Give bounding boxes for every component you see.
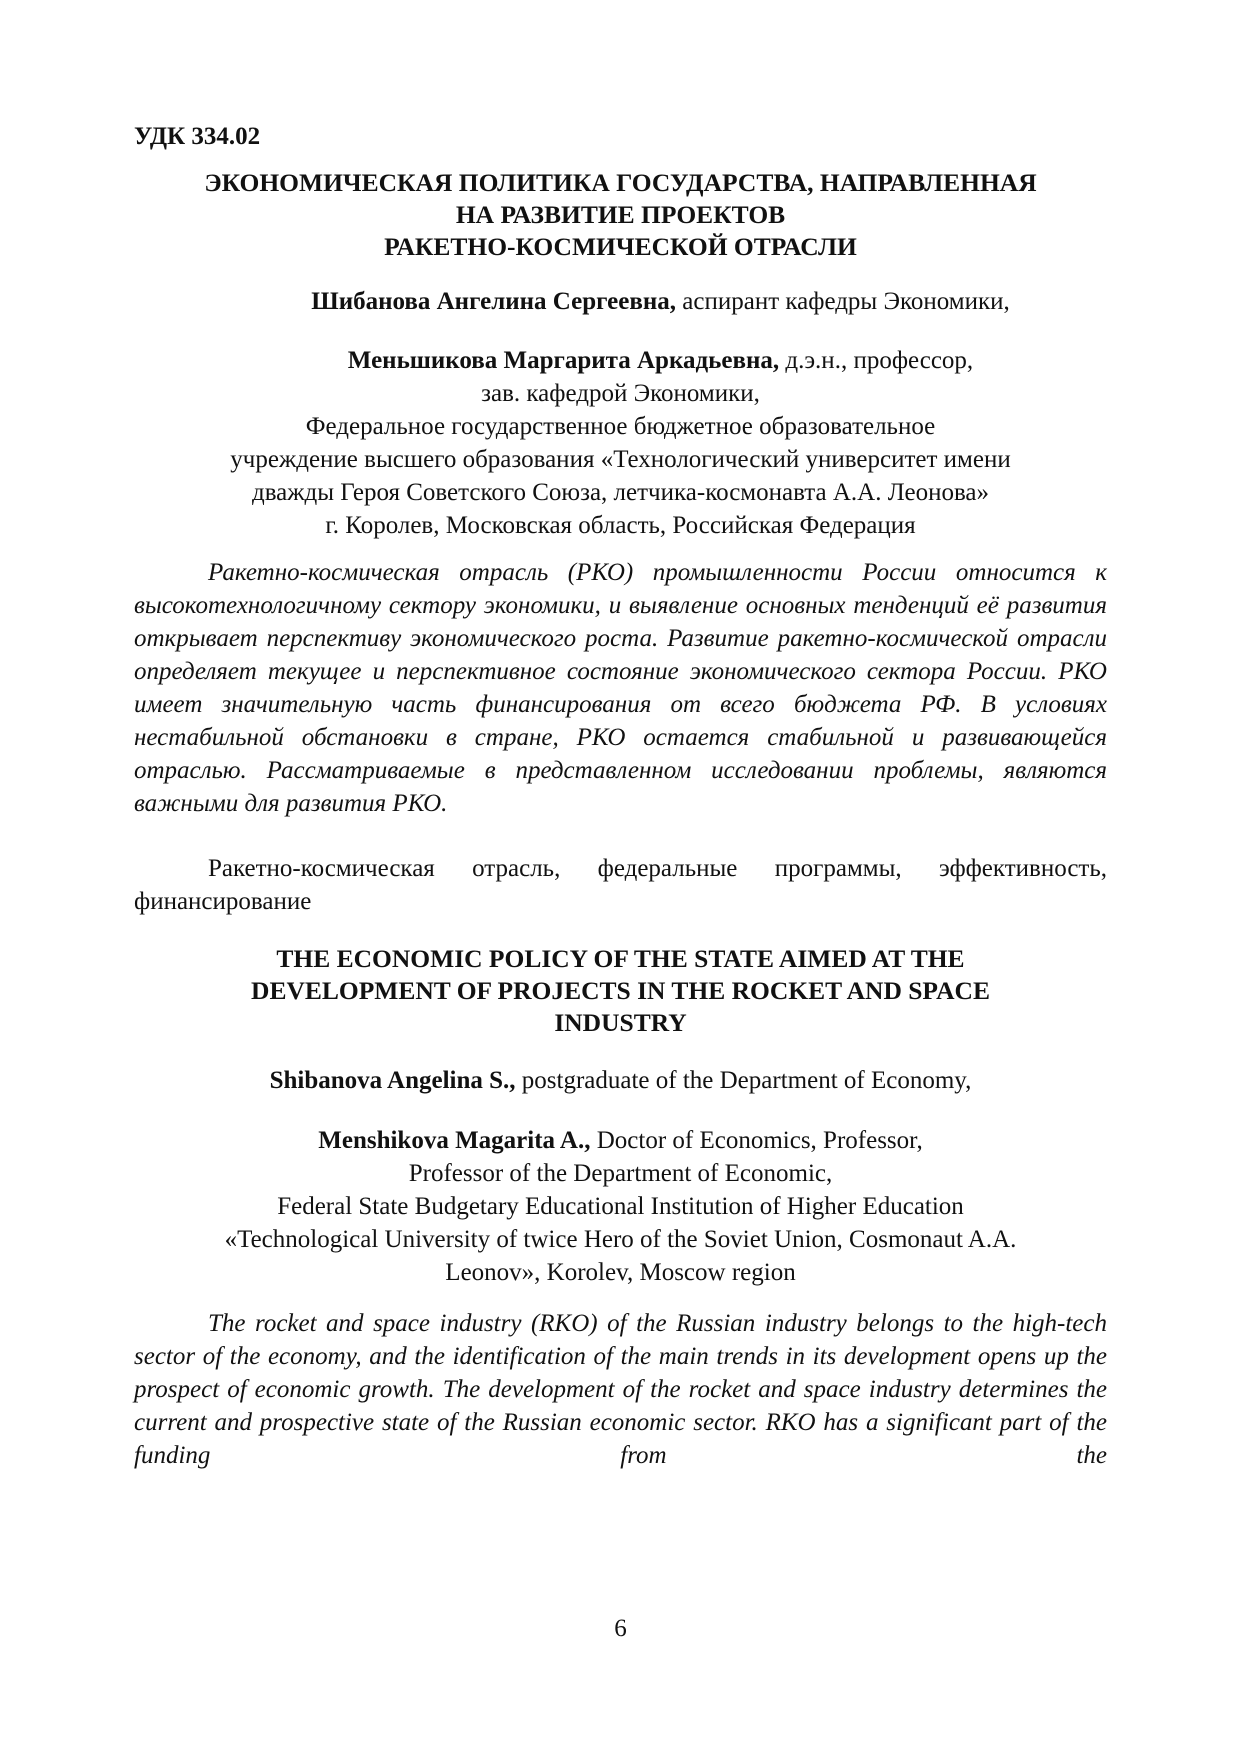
ru-title-line: ЭКОНОМИЧЕСКАЯ ПОЛИТИКА ГОСУДАРСТВА, НАПРАВЛЕННАЯ bbox=[204, 168, 1037, 197]
ru-affiliation-line: Федеральное государственное бюджетное образовательное bbox=[305, 413, 936, 440]
ru-affiliation-line: зав. кафедрой Экономики, bbox=[481, 380, 760, 407]
en-author-2-role: Doctor of Economics, Professor, bbox=[590, 1127, 923, 1154]
en-affiliation-line: Federal State Budgetary Educational Institution of Higher Education bbox=[277, 1193, 964, 1220]
en-author-2 bbox=[134, 1124, 1107, 1157]
en-title bbox=[134, 943, 1107, 1039]
ru-author-1 bbox=[134, 285, 1107, 318]
en-title-line: THE ECONOMIC POLICY OF THE STATE AIMED AT THE bbox=[276, 944, 965, 973]
ru-affiliation-line: учреждение высшего образования «Технологический университет имени bbox=[230, 446, 1011, 473]
ru-author-2-role: д.э.н., профессор, bbox=[779, 347, 974, 374]
en-abstract: The rocket and space industry (RKO) of the Russian industry belongs to the high-tech sector of the economy, and the identification of the main trends in its development opens up the prospect of economic growth. The development of the rocket and space industry determines the current and prospective state of the Russian economic sector. RKO has a significant part of the funding from the bbox=[134, 1310, 1107, 1469]
ru-title-line: НА РАЗВИТИЕ ПРОЕКТОВ bbox=[455, 200, 786, 229]
en-author-2-name: Menshikova Magarita A., bbox=[318, 1127, 591, 1154]
ru-author-2-name: Меньшикова Маргарита Аркадьевна, bbox=[347, 347, 780, 374]
ru-author-2 bbox=[134, 344, 1107, 377]
ru-author-2-block bbox=[134, 344, 1107, 542]
en-affiliation-line: «Technological University of twice Hero of the Soviet Union, Cosmonaut A.A. bbox=[224, 1226, 1017, 1253]
ru-affiliation-line: г. Королев, Московская область, Российская Федерация bbox=[325, 512, 916, 539]
en-author-2-block bbox=[134, 1124, 1107, 1289]
ru-author-1-role: аспирант кафедры Экономики, bbox=[676, 288, 1010, 315]
ru-keywords: Ракетно-космическая отрасль, федеральные программы, эффективность, финансирование bbox=[134, 855, 1107, 915]
en-author-1-name: Shibanova Angelina S., bbox=[269, 1067, 516, 1094]
ru-title bbox=[134, 167, 1107, 263]
en-title-line: INDUSTRY bbox=[554, 1008, 687, 1037]
en-author-1 bbox=[134, 1064, 1107, 1097]
en-title-line: DEVELOPMENT OF PROJECTS IN THE ROCKET AND SPACE bbox=[251, 976, 990, 1005]
en-affiliation-line: Professor of the Department of Economic, bbox=[408, 1160, 833, 1187]
ru-author-1-name: Шибанова Ангелина Сергеевна, bbox=[311, 288, 677, 315]
ru-affiliation-line: дважды Героя Советского Союза, летчика-космонавта А.А. Леонова» bbox=[251, 479, 990, 506]
en-author-1-role: postgraduate of the Department of Economy, bbox=[515, 1067, 972, 1094]
page-number: 6 bbox=[614, 1615, 627, 1642]
ru-abstract: Ракетно-космическая отрасль (РКО) промышленности России относится к высокотехнологичному сектору экономики, и выявление основных тенденций её развития открывает перспективу экономического роста. Развитие ракетно-космической отрасли определяет текущее и перспективное состояние экономического сектора России. РКО имеет значительную часть финансирования от всего бюджета РФ. В условиях нестабильной обстановки в стране, РКО остается стабильной и развивающейся отраслью. Рассматриваемые в представленном исследовании проблемы, являются важными для развития РКО. bbox=[134, 559, 1107, 817]
en-affiliation-line: Leonov», Korolev, Moscow region bbox=[445, 1259, 796, 1286]
ru-title-line: РАКЕТНО-КОСМИЧЕСКОЙ ОТРАСЛИ bbox=[384, 232, 857, 261]
udk-code: УДК 334.02 bbox=[134, 123, 261, 150]
